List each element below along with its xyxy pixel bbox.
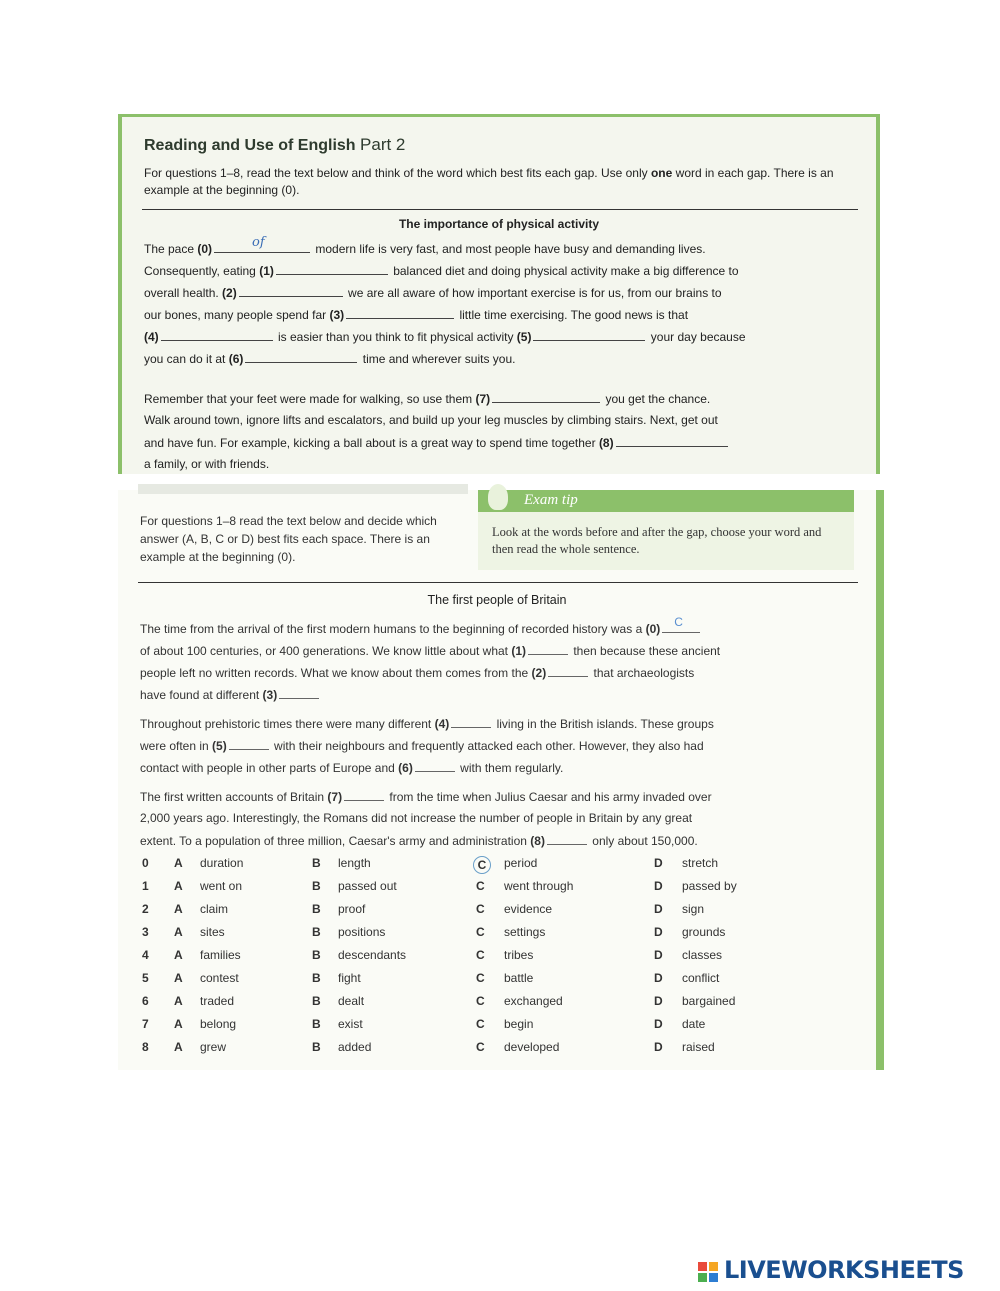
text-line: overall health. (2) we are all aware of how important exercise is for us, from our brains to: [144, 286, 722, 300]
exam-tip-text: Look at the words before and after the gap, choose your word and then read the whole sentence.: [492, 525, 822, 556]
option-a: traded: [200, 994, 235, 1008]
option-letter-b[interactable]: B: [312, 1040, 321, 1054]
option-letter-a[interactable]: A: [174, 1040, 183, 1054]
option-c: exchanged: [504, 994, 563, 1008]
gap-1[interactable]: [528, 643, 568, 655]
text-line: of about 100 centuries, or 400 generations. We know little about what (1) then because these ancient: [140, 644, 721, 658]
text-title: The first people of Britain: [427, 593, 567, 607]
text-line: Throughout prehistoric times there were many different (4) living in the British islands. These groups: [140, 717, 714, 731]
option-a: sites: [200, 925, 225, 939]
liveworksheets-logo: [698, 1258, 998, 1288]
exam-tip-box: [478, 490, 854, 570]
selected-option-circle[interactable]: C: [473, 856, 491, 874]
divider: [138, 582, 858, 583]
option-letter-a[interactable]: A: [174, 902, 183, 916]
part2-word-formation-panel: [118, 114, 880, 474]
logo-text: LIVEWORKSHEETS: [724, 1256, 964, 1284]
question-number: 4: [142, 948, 149, 962]
question-number: 1: [142, 879, 149, 893]
option-letter-b[interactable]: B: [312, 902, 321, 916]
text-line: The first written accounts of Britain (7) from the time when Julius Caesar and his army invaded over: [140, 790, 712, 804]
option-letter-b[interactable]: B: [312, 971, 321, 985]
option-d: bargained: [682, 994, 736, 1008]
question-number: 7: [142, 1017, 149, 1031]
text-line: have found at different (3): [140, 687, 321, 702]
option-d: stretch: [682, 856, 719, 870]
option-letter-c[interactable]: C: [476, 879, 485, 893]
text-line: people left no written records. What we know about them comes from the (2) that archaeologists: [140, 666, 695, 680]
gap-7[interactable]: [344, 789, 384, 801]
question-number: 3: [142, 925, 149, 939]
cropped-heading: [138, 484, 468, 494]
option-letter-b[interactable]: B: [312, 879, 321, 893]
gap-5[interactable]: [229, 738, 269, 750]
option-letter-d[interactable]: D: [654, 994, 663, 1008]
option-d: sign: [682, 902, 705, 916]
instructions: For questions 1–8 read the text below and decide which answer (A, B, C or D) best fits each space. There is an example at the beginning (0).: [140, 514, 437, 564]
option-c: battle: [504, 971, 534, 985]
text-line: our bones, many people spend far (3) little time exercising. The good news is that: [144, 308, 689, 322]
question-number: 0: [142, 856, 149, 870]
panel-title: [144, 135, 405, 155]
option-b: dealt: [338, 994, 365, 1008]
option-d: classes: [682, 948, 723, 962]
option-letter-a[interactable]: A: [174, 971, 183, 985]
option-b: length: [338, 856, 371, 870]
gap-0[interactable]: [662, 615, 700, 633]
instructions: For questions 1–8, read the text below and think of the word which best fits each gap. Use only one word in each gap. There is an example at the beginning (0).: [144, 166, 834, 197]
text-line: extent. To a population of three million, Caesar's army and administration (8) only about 150,000.: [140, 834, 698, 848]
option-letter-d[interactable]: D: [654, 1017, 663, 1031]
text-line: Walk around town, ignore lifts and escalators, and build up your leg muscles by climbing stairs. Next, get out: [144, 413, 718, 427]
text-line: 2,000 years ago. Interestingly, the Romans did not increase the number of people in Britain by any great: [140, 811, 693, 825]
option-letter-a[interactable]: A: [174, 1017, 183, 1031]
option-letter-d[interactable]: D: [654, 948, 663, 962]
option-letter-a[interactable]: A: [174, 948, 183, 962]
option-c: developed: [504, 1040, 560, 1054]
option-d: date: [682, 1017, 706, 1031]
option-letter-c[interactable]: C: [476, 925, 485, 939]
option-d: conflict: [682, 971, 720, 985]
question-number: 2: [142, 902, 149, 916]
option-a: families: [200, 948, 241, 962]
gap-8[interactable]: [547, 833, 587, 845]
text-title: The importance of physical activity: [398, 217, 600, 231]
option-b: descendants: [338, 948, 407, 962]
option-letter-c[interactable]: C: [476, 1017, 485, 1031]
gap-2[interactable]: [239, 285, 343, 297]
option-letter-c[interactable]: C: [476, 948, 485, 962]
text-line: and have fun. For example, kicking a ball about is a great way to spend time together (8): [144, 435, 730, 450]
text-line: contact with people in other parts of Europe and (6) with them regularly.: [140, 761, 564, 775]
option-letter-d[interactable]: D: [654, 925, 663, 939]
option-d: raised: [682, 1040, 715, 1054]
gap-6[interactable]: [245, 351, 357, 363]
option-letter-d[interactable]: D: [654, 879, 663, 893]
option-letter-b[interactable]: B: [312, 994, 321, 1008]
question-number: 6: [142, 994, 149, 1008]
option-a: went on: [200, 879, 243, 893]
text-line: Consequently, eating (1) balanced diet and doing physical activity make a big difference to: [144, 264, 739, 278]
exam-tip-header: [478, 490, 854, 512]
option-c: settings: [504, 925, 546, 939]
option-d: grounds: [682, 925, 726, 939]
example-answer: C: [674, 615, 683, 629]
gap-7[interactable]: [492, 391, 600, 403]
option-letter-d[interactable]: D: [654, 902, 663, 916]
option-a: duration: [200, 856, 244, 870]
gap-3[interactable]: [279, 687, 319, 699]
question-number: 5: [142, 971, 149, 985]
gap-1[interactable]: [276, 263, 388, 275]
option-letter-a[interactable]: A: [174, 856, 183, 870]
option-a: claim: [200, 902, 229, 916]
text-line: (4) is easier than you think to fit physical activity (5) your day because: [144, 330, 746, 344]
option-b: fight: [338, 971, 361, 985]
part1-multiple-choice-panel: [118, 490, 884, 1070]
text-line: Remember that your feet were made for walking, so use them (7) you get the chance.: [144, 392, 711, 406]
text-line: you can do it at (6) time and wherever suits you.: [144, 352, 516, 366]
gap-4[interactable]: [451, 716, 491, 728]
gap-3[interactable]: [346, 307, 454, 319]
exam-tip-title: Exam tip: [524, 492, 578, 508]
option-c: begin: [504, 1017, 534, 1031]
option-letter-d[interactable]: D: [654, 971, 663, 985]
option-b: added: [338, 1040, 372, 1054]
gap-8[interactable]: [616, 435, 728, 447]
gap-0[interactable]: [214, 235, 310, 253]
title-part: Part 2: [360, 135, 406, 154]
text-line: The pace (0) of modern life is very fast, and most people have busy and demanding lives.: [144, 235, 706, 256]
option-a: grew: [200, 1040, 227, 1054]
option-b: positions: [338, 925, 386, 939]
option-letter-c[interactable]: C: [476, 994, 485, 1008]
question-number: 8: [142, 1040, 149, 1054]
option-letter-b[interactable]: B: [312, 948, 321, 962]
option-letter-b[interactable]: B: [312, 856, 321, 870]
option-letter-a[interactable]: A: [174, 879, 183, 893]
option-c: tribes: [504, 948, 534, 962]
option-b: passed out: [338, 879, 397, 893]
divider: [142, 209, 858, 210]
option-letter-d[interactable]: D: [654, 856, 663, 870]
option-letter-a[interactable]: A: [174, 994, 183, 1008]
option-letter-b[interactable]: B: [312, 925, 321, 939]
option-letter-c[interactable]: C: [476, 902, 485, 916]
option-c: evidence: [504, 902, 553, 916]
option-c: went through: [504, 879, 574, 893]
text-line: were often in (5) with their neighbours and frequently attacked each other. However, they also had: [140, 739, 704, 753]
option-a: contest: [200, 971, 239, 985]
gap-5[interactable]: [533, 329, 645, 341]
option-b: exist: [338, 1017, 363, 1031]
gap-4[interactable]: [161, 329, 273, 341]
option-a: belong: [200, 1017, 237, 1031]
option-c: period: [504, 856, 538, 870]
option-letter-c[interactable]: C: [476, 971, 485, 985]
option-letter-a[interactable]: A: [174, 925, 183, 939]
gap-6[interactable]: [415, 760, 455, 772]
text-line: a family, or with friends.: [144, 457, 270, 471]
option-b: proof: [338, 902, 366, 916]
title-main: Reading and Use of English: [144, 137, 356, 154]
gap-2[interactable]: [548, 665, 588, 677]
option-d: passed by: [682, 879, 737, 893]
lightbulb-icon: [488, 484, 508, 510]
option-letter-b[interactable]: B: [312, 1017, 321, 1031]
text-line: The time from the arrival of the first modern humans to the beginning of recorded history was a (0) C: [140, 621, 702, 636]
option-letter-d[interactable]: D: [654, 1040, 663, 1054]
example-answer: of: [252, 235, 265, 250]
option-letter-c[interactable]: C: [476, 1040, 485, 1054]
